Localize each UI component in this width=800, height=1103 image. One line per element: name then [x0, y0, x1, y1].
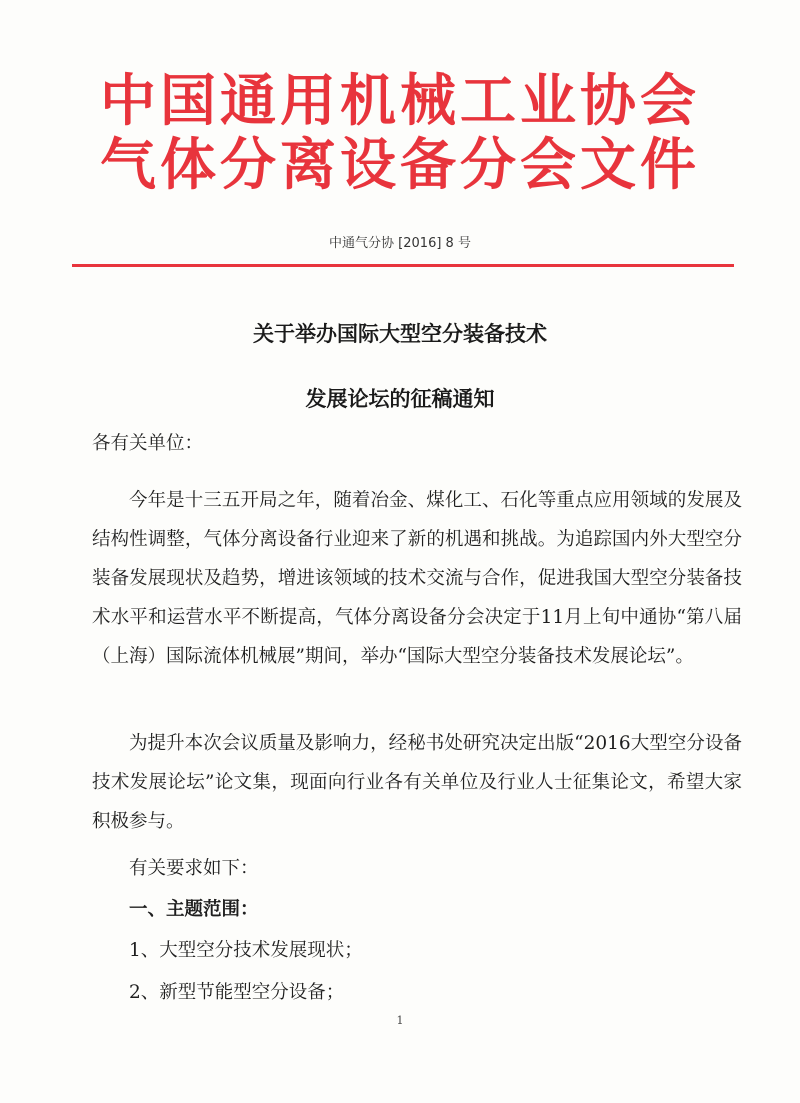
masthead-line-2: 气体分离设备分会文件: [100, 133, 700, 198]
document-title-line-1: 关于举办国际大型空分装备技术: [253, 322, 547, 346]
salutation: 各有关单位：: [92, 433, 204, 454]
document-number: 中通气分协 [2016] 8 号: [329, 236, 471, 251]
page-number: 1: [396, 1014, 404, 1027]
list-item: 2、新型节能型空分设备；: [129, 982, 345, 1003]
body-paragraph-1: 今年是十三五开局之年，随着冶金、煤化工、石化等重点应用领域的发展及结构性调整，气体分离设备行业迎来了新的机遇和挑战。为追踪国内外大型空分装备发展现状及趋势，增进该领域的技术交流与合作，促进我国大型空分装备技术水平和运营水平不断提高，气体分离设备分会决定于11月上旬中通协“第八届（上海）国际流体机械展”期间，举办“国际大型空分装备技术发展论坛”。: [92, 490, 742, 667]
document-title-line-2: 发展论坛的征稿通知: [305, 387, 495, 411]
section-heading-1: 一、主题范围：: [129, 899, 259, 920]
list-item: 1、大型空分技术发展现状；: [129, 940, 363, 961]
requirements-intro: 有关要求如下：: [129, 858, 259, 879]
red-divider-line: [72, 264, 734, 267]
body-paragraph-2: 为提升本次会议质量及影响力，经秘书处研究决定出版“2016大型空分设备技术发展论坛”论文集，现面向行业各有关单位及行业人士征集论文，希望大家积极参与。: [92, 733, 742, 832]
masthead-line-1: 中国通用机械工业协会: [100, 69, 700, 134]
